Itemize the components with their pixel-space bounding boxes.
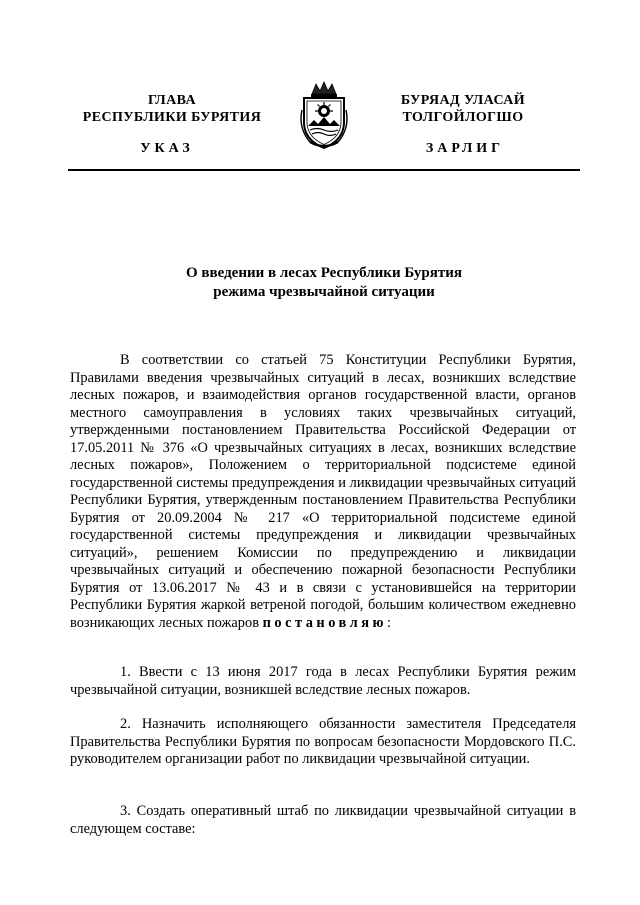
clause-1: 1. Ввести с 13 июня 2017 года в лесах Республики Бурятия режим чрезвычайной ситуации, возникшей вследствие лесных пожаров. [70,664,576,698]
clause-3: 3. Создать оперативный штаб по ликвидации чрезвычайной ситуации в следующем составе: [70,803,576,837]
decree-word-bua: ЗАРЛИГ [425,141,505,156]
decree-title [68,264,580,302]
decree-title-line2: режима чрезвычайной ситуации [213,284,435,300]
decree-title-line1: О введении в лесах Республики Бурятия [186,265,462,281]
coat-of-arms-icon [296,80,352,152]
header-left-line1: ГЛАВА [148,93,196,108]
header-left [72,92,272,126]
header-left-line2: РЕСПУБЛИКИ БУРЯТИЯ [82,110,262,125]
header-right-line1: БУРЯАД УЛАСАЙ [400,93,526,108]
resolve-word: постановляю [262,614,387,631]
header-right [368,92,558,126]
decree-word-ru: УКАЗ [140,141,194,156]
preamble-colon: : [387,614,391,631]
header-right-line2: ТОЛГОЙЛОГШО [402,110,524,125]
clause-2: 2. Назначить исполняющего обязанности заместителя Председателя Правительства Республики Бурятия по вопросам безопасности Мордовского П.С. руководителем организации работ по ликвидации чрезвычайной ситуации. [70,716,576,767]
preamble-text: В соответствии со статьей 75 Конституции Республики Бурятия, Правилами введения чрезвычайных ситуаций в лесах, возникших вследствие лесных пожаров, и взаимодействия органов государственной власти, органов местного самоуправления в условиях таких чрезвычайных ситуаций, утвержденными постановлением Правительства Российской Федерации от 17.05.2011 № 376 «О чрезвычайных ситуациях в лесах, возникших вследствие лесных пожаров», Положением о территориальной подсистеме единой государственной системы предупреждения и ликвидации чрезвычайных ситуаций Республики Бурятия, утвержденным постановлением Правительства Республики Бурятия от 20.09.2004 № 217 «О территориальной подсистеме единой государственной системы предупреждения и ликвидации чрезвычайных ситуаций», решением Комиссии по предупреждению и ликвидации чрезвычайных ситуаций и обеспечению пожарной безопасности Республики Бурятия от 13.06.2017 № 43 и в связи с установившейся на территории Республики Бурятия жаркой ветреной погодой, большим количеством ежедневно возникающих лесных пожаров [70,352,576,631]
preamble-paragraph [70,352,576,632]
header-divider [68,169,580,171]
